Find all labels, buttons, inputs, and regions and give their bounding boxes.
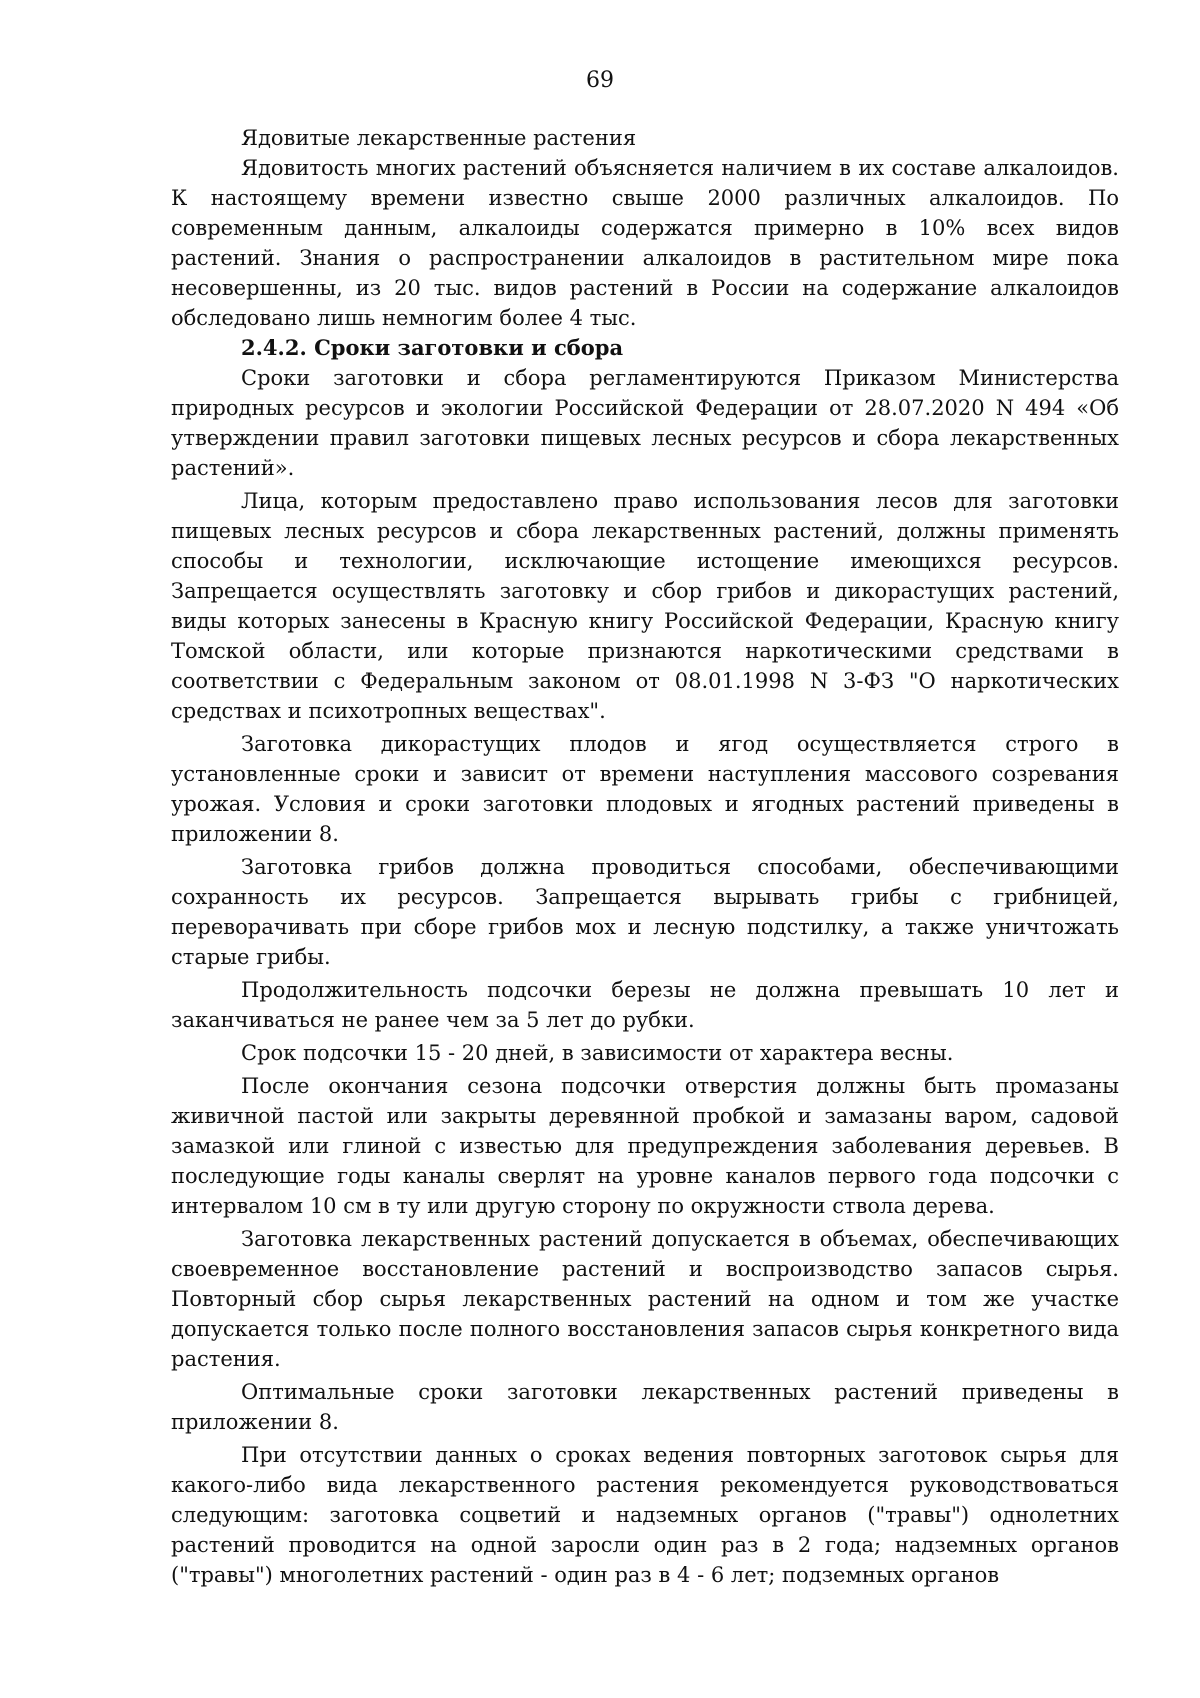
paragraph-optimal-terms: Оптимальные сроки заготовки лекарственных растений приведены в приложении 8. [171, 1380, 1119, 1434]
paragraph-regulation: Сроки заготовки и сбора регламентируются Приказом Министерства природных ресурсов и экологии Российской Федерации от 28.07.2020 N 494 «Об утверждении правил заготовки пищевых лесных ресурсов и сбора лекарственных растений». [171, 366, 1119, 480]
paragraph-tapping-period: Срок подсочки 15 - 20 дней, в зависимости от характера весны. [241, 1041, 954, 1065]
paragraph-after-season: После окончания сезона подсочки отверстия должны быть промазаны живичной пастой или закрыты деревянной пробкой и замазаны варом, садовой замазкой или глиной с известью для предупреждения заболевания деревьев. В последующие годы каналы сверлят на уровне каналов первого года подсочки с интервалом 10 см в ту или другую сторону по окружности ствола дерева. [171, 1074, 1119, 1218]
subtitle: Ядовитые лекарственные растения [241, 126, 637, 150]
page-number: 69 [586, 68, 614, 93]
paragraph-fruits-berries: Заготовка дикорастущих плодов и ягод осуществляется строго в установленные сроки и зависит от времени наступления массового созревания урожая. Условия и сроки заготовки плодовых и ягодных растений приведены в приложении 8. [171, 732, 1119, 846]
paragraph-mushrooms: Заготовка грибов должна проводиться способами, обеспечивающими сохранность их ресурсов. Запрещается вырывать грибы с грибницей, переворачивать при сборе грибов мох и лесную подстилку, а также уничтожать старые грибы. [171, 855, 1119, 969]
paragraph-permitted-methods: Лица, которым предоставлено право использования лесов для заготовки пищевых лесных ресурсов и сбора лекарственных растений, должны применять способы и технологии, исключающие истощение имеющихся ресурсов. Запрещается осуществлять заготовку и сбор грибов и дикорастущих растений, виды которых занесены в Красную книгу Российской Федерации, Красную книгу Томской области, или которые признаются наркотическими средствами в соответствии с Федеральным законом от 08.01.1998 N 3-ФЗ "О наркотических средствах и психотропных веществах". [171, 489, 1119, 723]
paragraph-toxicity: Ядовитость многих растений объясняется наличием в их составе алкалоидов. К настоящему времени известно свыше 2000 различных алкалоидов. По современным данным, алкалоиды содержатся примерно в 10% всех видов растений. Знания о распространении алкалоидов в растительном мире пока несовершенны, из 20 тыс. видов растений в России на содержание алкалоидов обследовано лишь немногим более 4 тыс. [171, 156, 1119, 330]
section-heading: 2.4.2. Сроки заготовки и сбора [241, 335, 624, 360]
paragraph-repeat-harvest: При отсутствии данных о сроках ведения повторных заготовок сырья для какого-либо вида лекарственного растения рекомендуется руководствоваться следующим: заготовка соцветий и надземных органов ("травы") однолетних растений проводится на одной заросли один раз в 2 года; надземных органов ("травы") многолетних растений - один раз в 4 - 6 лет; подземных органов [171, 1443, 1119, 1587]
paragraph-medicinal-volumes: Заготовка лекарственных растений допускается в объемах, обеспечивающих своевременное восстановление растений и воспроизводство запасов сырья. Повторный сбор сырья лекарственных растений на одном и том же участке допускается только после полного восстановления запасов сырья конкретного вида растения. [171, 1227, 1119, 1371]
page-content [171, 123, 1119, 1590]
paragraph-birch-tapping-duration: Продолжительность подсочки березы не должна превышать 10 лет и заканчиваться не ранее чем за 5 лет до рубки. [171, 978, 1119, 1032]
